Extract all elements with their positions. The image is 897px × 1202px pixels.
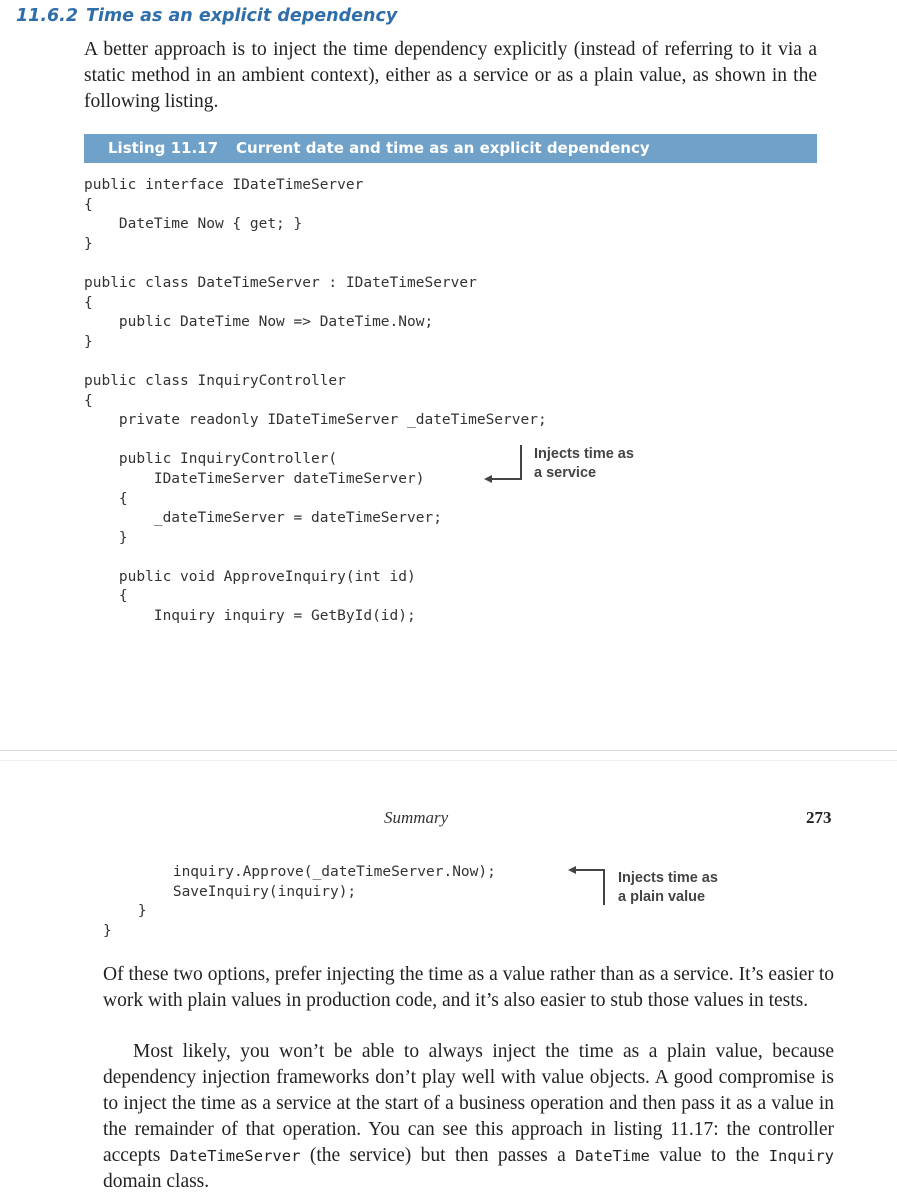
inline-code-datetimeserver: DateTimeServer (169, 1147, 301, 1165)
page-break-divider (0, 750, 897, 751)
arrow-left-icon (484, 475, 492, 483)
code-block-part2: inquiry.Approve(_dateTimeServer.Now); SaveInquiry(inquiry); } } (103, 864, 496, 939)
inline-code-datetime: DateTime (575, 1147, 650, 1165)
running-head: Summary (384, 808, 449, 827)
page-break-divider-shadow (0, 760, 897, 761)
page-number: 273 (806, 808, 832, 827)
paragraph-text: value to the (649, 1145, 769, 1166)
annotation-bracket (520, 445, 522, 480)
inline-code-inquiry: Inquiry (768, 1147, 835, 1165)
section-title: Time as an explicit dependency (86, 6, 398, 26)
annotation-bracket (603, 869, 605, 905)
listing-number: Listing 11.17 (108, 139, 219, 157)
code-block-part1: public interface IDateTimeServer { DateTime Now { get; } } public class DateTimeServer : IDateTimeServer { public DateTime Now => DateTime.Now; } public class InquiryController { private readonly IDateTimeServer _dateTimeServer; public InquiryController( IDateTimeServer dateTimeServer) { _dateTimeServer = dateTimeServer; } public void ApproveInquiry(int id) { Inquiry inquiry = GetById(id); (84, 177, 547, 625)
listing-caption-bar (84, 134, 817, 163)
paragraph-text: domain class. (103, 1171, 210, 1192)
annotation-service-line2: a service (534, 465, 597, 481)
arrow-left-icon (568, 866, 576, 874)
section-heading (16, 6, 397, 26)
annotation-value-line2: a plain value (618, 889, 706, 905)
section-number: 11.6.2 (16, 6, 79, 26)
paragraph-text: (the service) but then passes a (300, 1145, 576, 1166)
paragraph-compromise (103, 1039, 834, 1195)
annotation-service-line1: Injects time as (534, 446, 634, 462)
paragraph-options: Of these two options, prefer injecting the time as a value rather than as a service. It’s easier to work with plain values in production code, and it’s also easier to stub those values in tests. (103, 964, 834, 1011)
intro-paragraph: A better approach is to inject the time dependency explicitly (instead of referring to it via a static method in an ambient context), either as a service or as a plain value, as shown in the following listing. (84, 39, 817, 112)
paragraph-compromise-body (103, 1039, 834, 1195)
paragraph-text: Most likely, you won’t be able to always inject the time as a plain value, because dependency injection frameworks don’t play well with value objects. A good compromise is to inject the time as a service at the start of a business operation and then pass it as a value in the remainder of that operation. You can see this approach in listing 11.17: the controller accepts (103, 1041, 834, 1166)
listing-caption: Current date and time as an explicit dependency (236, 139, 650, 157)
annotation-connector (492, 478, 521, 480)
annotation-connector (576, 869, 604, 871)
annotation-value (568, 866, 738, 911)
annotation-service (484, 445, 644, 490)
annotation-value-line1: Injects time as (618, 870, 718, 886)
